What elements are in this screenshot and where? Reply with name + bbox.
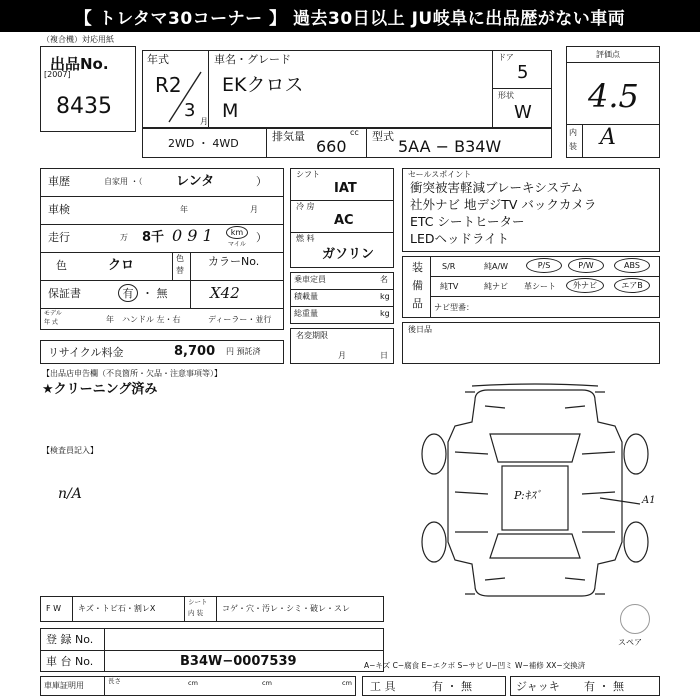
- jack-value: 有 ・ 無: [584, 680, 624, 693]
- score-value: 4.5: [588, 77, 639, 115]
- color-no-label: カラーNo.: [208, 255, 260, 268]
- mileage-close: ）: [256, 231, 267, 244]
- equip-alloy: 純A/W: [484, 262, 509, 271]
- diagram-center-note: P:ｷｽﾞ: [514, 489, 542, 502]
- header-note: （複合機）対応用紙: [42, 35, 114, 44]
- cert-cm-3: cm: [342, 679, 352, 687]
- history-close: ）: [256, 175, 267, 188]
- cert-label: 車庫証明用: [44, 681, 84, 690]
- model-name: EKクロス: [222, 74, 304, 96]
- damage-seat-1: シート: [188, 598, 208, 606]
- color-no: X42: [210, 284, 240, 302]
- model-year-2: 年 式: [44, 319, 58, 326]
- interior-label-2: 装: [569, 142, 577, 151]
- mileage-prefix: 8千: [142, 230, 165, 245]
- cert-length: 長さ: [108, 677, 121, 685]
- gross-label: 総重量: [294, 309, 318, 318]
- equip-nav: 純ナビ: [484, 282, 508, 291]
- inspection-year-unit: 年: [180, 205, 188, 214]
- year-month: 3: [184, 100, 196, 121]
- cert-cm-2: cm: [262, 679, 272, 687]
- lot-ref: [2007]: [44, 70, 71, 79]
- registration-label: 登 録 No.: [46, 633, 94, 646]
- chassis-value: B34W−0007539: [180, 654, 297, 669]
- equip-label-2: 備: [412, 279, 423, 292]
- warranty-label: 保証書: [48, 287, 81, 300]
- diagram-side-note: A1: [642, 495, 656, 506]
- spare-circle: [620, 604, 650, 634]
- model-code-value: 5AA − B34W: [398, 137, 502, 156]
- warranty-no: ・ 無: [142, 287, 168, 300]
- cert-box: [40, 676, 356, 696]
- color-value: クロ: [108, 258, 135, 273]
- aircon-value: AC: [334, 213, 354, 228]
- selling-point-2: 社外ナビ 地デジTV バックカメラ: [410, 197, 597, 212]
- vehicle-table: [40, 168, 284, 330]
- model-grade: M: [222, 100, 239, 122]
- cert-cm-1: cm: [188, 679, 198, 687]
- equip-tv: 純TV: [440, 282, 459, 291]
- damage-fw-text: キズ・トビ石・割レX: [78, 604, 156, 613]
- postscript-box: [402, 322, 660, 364]
- warranty-yes: 有: [118, 284, 138, 302]
- damage-fw: F W: [46, 604, 62, 613]
- misc-handle: ハンドル 左・右: [122, 315, 181, 324]
- fuel-label: 燃 料: [296, 234, 315, 243]
- capacity-label: 乗車定員: [294, 275, 326, 284]
- damage-seat-text: コゲ・穴・汚レ・シミ・破レ・スレ: [222, 604, 350, 613]
- postscript-label: 後日品: [408, 325, 432, 334]
- chassis-label: 車 台 No.: [46, 655, 94, 668]
- misc-year: 年: [106, 315, 114, 324]
- year-month-unit: 月: [200, 117, 208, 126]
- equip-label-3: 品: [412, 297, 423, 310]
- mileage-man: 万: [120, 233, 128, 242]
- model-year-1: モデル: [44, 310, 62, 317]
- year-label: 年式: [147, 53, 169, 66]
- mileage-km-circle: km: [226, 226, 248, 239]
- inspection-month-unit: 月: [250, 205, 258, 214]
- shift-label: シフト: [296, 170, 320, 179]
- equip-nav-model: ナビ型番：: [434, 303, 474, 312]
- equip-label-1: 装: [412, 261, 423, 274]
- model-label: 車名・グレード: [214, 53, 291, 66]
- equip-ext-nav: 外ナビ: [566, 278, 604, 293]
- lot-number: 8435: [56, 94, 112, 119]
- selling-point-4: LEDヘッドライト: [410, 231, 510, 246]
- recycle-label: リサイクル料金: [48, 346, 124, 359]
- doors-label: ドア: [498, 53, 514, 62]
- year-era: R2: [155, 73, 182, 97]
- gross-unit: kg: [380, 309, 390, 318]
- seller-notes-text: ★クリーニング済み: [42, 382, 158, 397]
- recycle-value: 8,700: [174, 344, 216, 359]
- history-value: レンタ: [176, 174, 215, 189]
- shape-label: 形状: [498, 91, 514, 100]
- tools-label: 工 具: [370, 680, 396, 693]
- repaint-2: 替: [176, 266, 184, 275]
- aircon-label: 冷 房: [296, 202, 315, 211]
- misc-dealer: ディーラー・並行: [208, 315, 272, 324]
- equip-ps: P/S: [526, 258, 562, 273]
- interior-value: A: [600, 125, 616, 150]
- model-code-label: 型式: [372, 130, 394, 143]
- selling-point-3: ETC シートヒーター: [410, 214, 525, 229]
- recycle-unit: 円 預託済: [226, 347, 261, 356]
- displacement-unit: cc: [350, 128, 359, 137]
- load-unit: kg: [380, 292, 390, 301]
- selling-points-label: セールスポイント: [408, 170, 472, 179]
- equip-airbag: エアB: [614, 278, 650, 293]
- score-label: 評価点: [596, 50, 620, 59]
- jack-label: ジャッキ: [516, 680, 560, 693]
- mileage-label: 走行: [48, 231, 70, 244]
- lot-label: 出品No.: [50, 55, 109, 73]
- selling-point-1: 衝突被害軽減ブレーキシステム: [410, 180, 584, 195]
- name-change-month: 月: [338, 351, 346, 360]
- name-change-label: 名変期限: [296, 331, 328, 340]
- shape-value: W: [514, 102, 532, 123]
- displacement-label: 排気量: [272, 130, 305, 143]
- interior-label-1: 内: [569, 128, 577, 137]
- seller-notes-label: 【出品店申告欄（不良箇所・欠品・注意事項等）】: [42, 369, 222, 378]
- inspection-label: 車検: [48, 203, 70, 216]
- doors-value: 5: [517, 62, 529, 83]
- banner: 【 トレタマ30コーナー 】 過去30日以上 JU岐阜に出品歴がない車両: [0, 0, 700, 32]
- shift-value: IAT: [334, 181, 357, 196]
- mileage-mile: マイル: [228, 241, 246, 248]
- equip-leather: 革シート: [524, 282, 556, 291]
- tools-value: 有 ・ 無: [432, 680, 472, 693]
- damage-seat-2: 内 装: [188, 609, 204, 617]
- inspector-label: 【検査員記入】: [42, 446, 98, 455]
- equip-sr: S/R: [442, 262, 456, 271]
- history-options: 自家用 ・（: [104, 177, 143, 186]
- history-label: 車歴: [48, 175, 70, 188]
- name-change-day: 日: [380, 351, 388, 360]
- displacement-value: 660: [316, 137, 347, 156]
- equip-pw: P/W: [568, 258, 604, 273]
- legend: A−キズ C−腐食 E−エクボ S−サビ U−凹ミ W−補修 XX−交換済: [364, 661, 586, 670]
- inspector-text: n/A: [58, 486, 82, 502]
- repaint-1: 色: [176, 254, 184, 263]
- load-label: 積載量: [294, 292, 318, 301]
- drive-value: 2WD ・ 4WD: [168, 137, 239, 150]
- equip-abs: ABS: [614, 258, 650, 273]
- spare-label: スペア: [618, 638, 642, 647]
- capacity-unit: 名: [380, 275, 388, 284]
- mileage-hand: 0 9 1: [172, 226, 213, 245]
- color-label: 色: [56, 259, 67, 272]
- fuel-value: ガソリン: [322, 247, 375, 262]
